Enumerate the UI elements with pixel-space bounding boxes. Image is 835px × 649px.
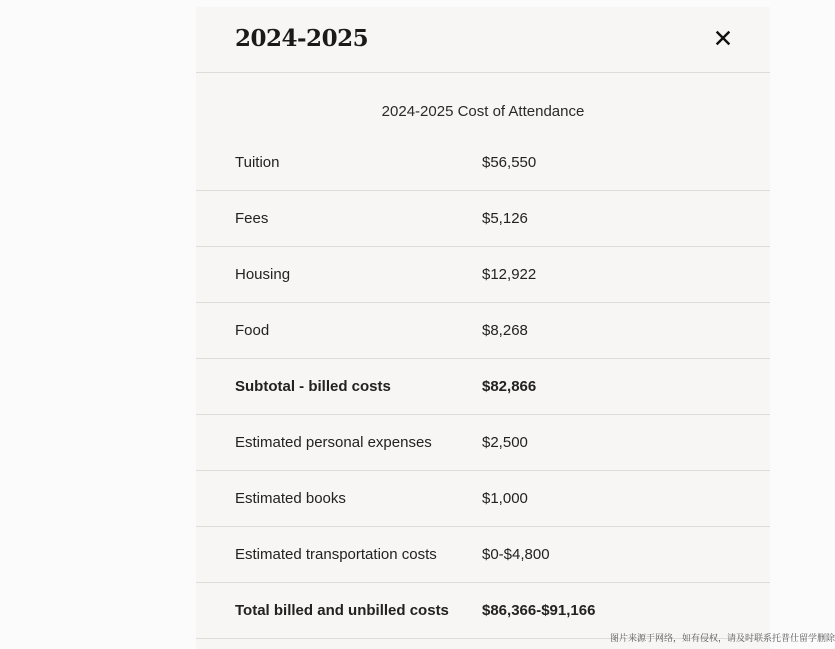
row-label: Total billed and unbilled costs (235, 602, 449, 619)
close-icon (714, 29, 732, 47)
row-value: $82,866 (482, 378, 537, 395)
row-label: Subtotal - billed costs (235, 378, 391, 395)
row-value: $86,366-$91,166 (482, 602, 596, 619)
modal-header (196, 7, 770, 73)
row-value: $0-$4,800 (482, 546, 550, 563)
row-label: Housing (235, 266, 291, 283)
table-row (196, 471, 770, 527)
table-row (196, 247, 770, 303)
close-button[interactable] (714, 29, 732, 47)
row-value: $2,500 (482, 434, 528, 451)
subtotal-row (196, 359, 770, 415)
modal-title: 2024-2025 (235, 25, 369, 52)
row-label: Fees (235, 210, 269, 227)
row-value: $1,000 (482, 490, 528, 507)
row-value: $8,268 (482, 322, 528, 339)
row-label: Estimated personal expenses (235, 434, 432, 451)
table-row (196, 527, 770, 583)
table-row (196, 415, 770, 471)
watermark-text: 图片来源于网络，如有侵权，请及时联系托普仕留学删除 (609, 634, 835, 644)
row-label: Estimated books (235, 490, 346, 507)
row-value: $12,922 (482, 266, 537, 283)
table-caption: 2024-2025 Cost of Attendance (381, 103, 585, 120)
table-row (196, 135, 770, 191)
row-value: $5,126 (482, 210, 528, 227)
cost-of-attendance-modal (196, 7, 770, 649)
row-label: Estimated transportation costs (235, 546, 437, 563)
cost-table (196, 135, 770, 639)
table-row (196, 303, 770, 359)
table-row (196, 191, 770, 247)
row-label: Food (235, 322, 270, 339)
row-label: Tuition (235, 154, 280, 171)
row-value: $56,550 (482, 154, 537, 171)
